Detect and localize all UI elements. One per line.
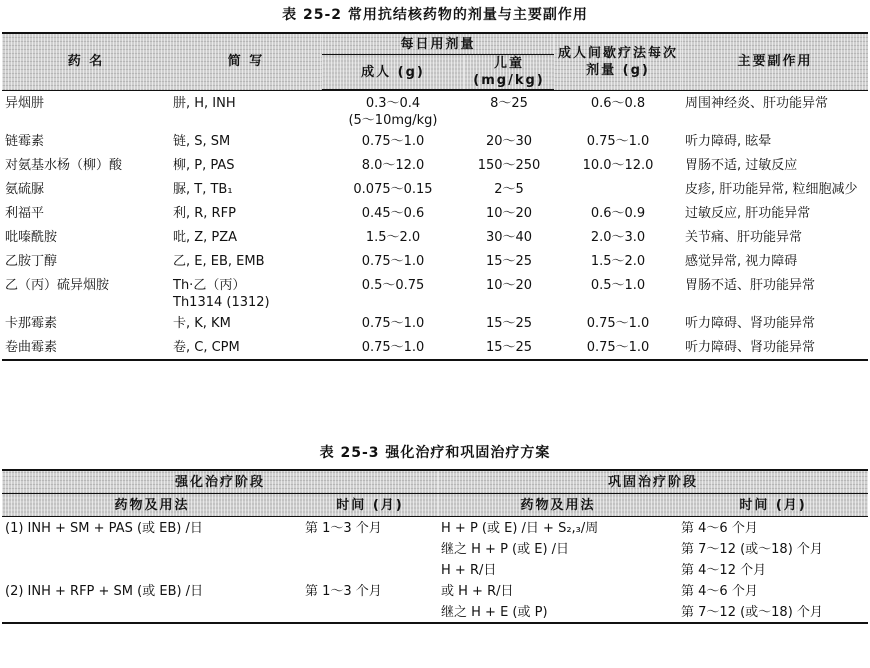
intermittent-dose: 0.75～1.0 <box>586 134 650 149</box>
adult-dose: 0.75～1.0 <box>361 316 425 331</box>
table-row <box>2 601 868 623</box>
header-duration-2: 时间 (月) <box>678 494 868 517</box>
child-dose: 2～5 <box>494 182 524 197</box>
drug-name: 利福平 <box>5 206 45 221</box>
intensive-drug <box>2 538 302 559</box>
drug-abbr: Th·乙（丙） Th1314 (1312) <box>173 278 270 310</box>
intermittent-dose: 0.6～0.9 <box>590 206 646 221</box>
table-row <box>2 225 868 249</box>
consolidation-drug: 继之 H + E (或 P) <box>441 605 548 620</box>
consolidation-drug: H + R/日 <box>441 563 497 578</box>
consolidation-time: 第 4～6 个月 <box>681 521 758 536</box>
table2-caption: 表 25-3 强化治疗和巩固治疗方案 <box>319 445 551 461</box>
intensive-drug <box>2 559 302 580</box>
side-effect: 胃肠不适、肝功能异常 <box>685 278 816 293</box>
intensive-drug: (2) INH + RFP + SM (或 EB) /日 <box>5 584 204 599</box>
table-row <box>2 538 868 559</box>
table-row <box>2 177 868 201</box>
header-drug-usage: 药物及用法 <box>2 494 302 517</box>
drug-abbr: 吡, Z, PZA <box>173 230 238 245</box>
header-daily-dose: 每日用剂量 <box>322 33 554 55</box>
side-effect: 听力障碍、肾功能异常 <box>685 316 816 331</box>
drug-abbr: 乙, E, EB, EMB <box>173 254 265 269</box>
drug-abbr: 卷, C, CPM <box>173 340 240 355</box>
treatment-plan-table <box>2 469 868 624</box>
drug-abbr: 链, S, SM <box>173 134 231 149</box>
header-duration: 时间 (月) <box>302 494 438 517</box>
intensive-drug <box>2 601 302 623</box>
child-dose: 15～25 <box>485 254 533 269</box>
header-drug-usage-2: 药物及用法 <box>438 494 678 517</box>
table-row <box>2 335 868 360</box>
intensive-time <box>302 559 438 580</box>
header-side-effects: 主要副作用 <box>682 33 868 90</box>
intermittent-dose: 0.5～1.0 <box>590 278 646 293</box>
intermittent-dose: 2.0～3.0 <box>590 230 646 245</box>
drug-name: 吡嗪酰胺 <box>5 230 58 245</box>
consolidation-drug: 或 H + R/日 <box>441 584 514 599</box>
drug-name: 对氨基水杨（柳）酸 <box>5 158 123 173</box>
table-row <box>2 559 868 580</box>
consolidation-time: 第 7～12 (或～18) 个月 <box>681 605 823 620</box>
consolidation-drug: 继之 H + P (或 E) /日 <box>441 542 570 557</box>
drug-abbr: 肼, H, INH <box>173 96 236 111</box>
drug-dosage-table <box>2 32 868 361</box>
drug-name: 氨硫脲 <box>5 182 45 197</box>
child-dose: 10～20 <box>485 278 533 293</box>
child-dose: 8～25 <box>490 96 528 111</box>
table-row <box>2 129 868 153</box>
intermittent-dose: 10.0～12.0 <box>582 158 654 173</box>
adult-dose: 0.75～1.0 <box>361 340 425 355</box>
consolidation-time: 第 4～12 个月 <box>681 563 767 578</box>
side-effect: 皮疹, 肝功能异常, 粒细胞减少 <box>685 182 858 197</box>
child-dose: 15～25 <box>485 316 533 331</box>
intensive-time: 第 1～3 个月 <box>305 584 382 599</box>
drug-abbr: 利, R, RFP <box>173 206 236 221</box>
drug-abbr: 柳, P, PAS <box>173 158 235 173</box>
intermittent-dose: 1.5～2.0 <box>590 254 646 269</box>
table1-caption: 表 25-2 常用抗结核药物的剂量与主要副作用 <box>282 7 588 23</box>
table-row <box>2 201 868 225</box>
side-effect: 听力障碍、肾功能异常 <box>685 340 816 355</box>
side-effect: 关节痛、肝功能异常 <box>685 230 803 245</box>
header-drug-name: 药 名 <box>2 33 170 90</box>
adult-dose: 0.075～0.15 <box>353 182 433 197</box>
adult-dose: 1.5～2.0 <box>365 230 421 245</box>
table-row <box>2 91 868 130</box>
intermittent-dose: 0.75～1.0 <box>586 340 650 355</box>
child-dose: 10～20 <box>485 206 533 221</box>
adult-dose: 0.5～0.75 <box>361 278 425 293</box>
drug-name: 乙（丙）硫异烟胺 <box>5 278 110 293</box>
consolidation-time: 第 7～12 (或～18) 个月 <box>681 542 823 557</box>
intermittent-dose: 0.6～0.8 <box>590 96 646 111</box>
table-row <box>2 580 868 601</box>
intensive-time <box>302 601 438 623</box>
header-adult-dose: 成人 (g) <box>322 55 464 90</box>
drug-name: 链霉素 <box>5 134 45 149</box>
table-row <box>2 311 868 335</box>
side-effect: 过敏反应, 肝功能异常 <box>685 206 811 221</box>
drug-name: 乙胺丁醇 <box>5 254 58 269</box>
child-dose: 150～250 <box>477 158 541 173</box>
child-dose: 15～25 <box>485 340 533 355</box>
drug-name: 卷曲霉素 <box>5 340 58 355</box>
intermittent-dose: 0.75～1.0 <box>586 316 650 331</box>
side-effect: 听力障碍, 眩晕 <box>685 134 772 149</box>
intensive-time <box>302 538 438 559</box>
side-effect: 感觉异常, 视力障碍 <box>685 254 798 269</box>
intermittent-dose <box>554 177 682 201</box>
header-intermittent-dose: 成人间歇疗法每次剂量 (g) <box>554 33 682 90</box>
header-child-dose: 儿童 (mg/kg) <box>464 55 554 90</box>
adult-dose: 0.45～0.6 <box>361 206 425 221</box>
intensive-drug: (1) INH + SM + PAS (或 EB) /日 <box>5 521 203 536</box>
drug-abbr: 卡, K, KM <box>173 316 231 331</box>
adult-dose: 0.75～1.0 <box>361 134 425 149</box>
child-dose: 20～30 <box>485 134 533 149</box>
drug-name: 异烟肼 <box>5 96 45 111</box>
table-row <box>2 273 868 311</box>
adult-dose: 0.75～1.0 <box>361 254 425 269</box>
child-dose: 30～40 <box>485 230 533 245</box>
header-abbreviation: 简 写 <box>170 33 322 90</box>
side-effect: 胃肠不适, 过敏反应 <box>685 158 798 173</box>
adult-dose: 8.0～12.0 <box>361 158 425 173</box>
consolidation-drug: H + P (或 E) /日 + S₂,₃/周 <box>441 521 599 536</box>
header-consolidation-phase: 巩固治疗阶段 <box>438 470 868 494</box>
consolidation-time: 第 4～6 个月 <box>681 584 758 599</box>
drug-abbr: 脲, T, TB₁ <box>173 182 233 197</box>
intensive-time: 第 1～3 个月 <box>305 521 382 536</box>
table-row <box>2 153 868 177</box>
table-row <box>2 517 868 539</box>
header-intensive-phase: 强化治疗阶段 <box>2 470 438 494</box>
adult-dose: 0.3～0.4 (5～10mg/kg) <box>348 96 438 128</box>
side-effect: 周围神经炎、肝功能异常 <box>685 96 829 111</box>
table-row <box>2 249 868 273</box>
drug-name: 卡那霉素 <box>5 316 58 331</box>
